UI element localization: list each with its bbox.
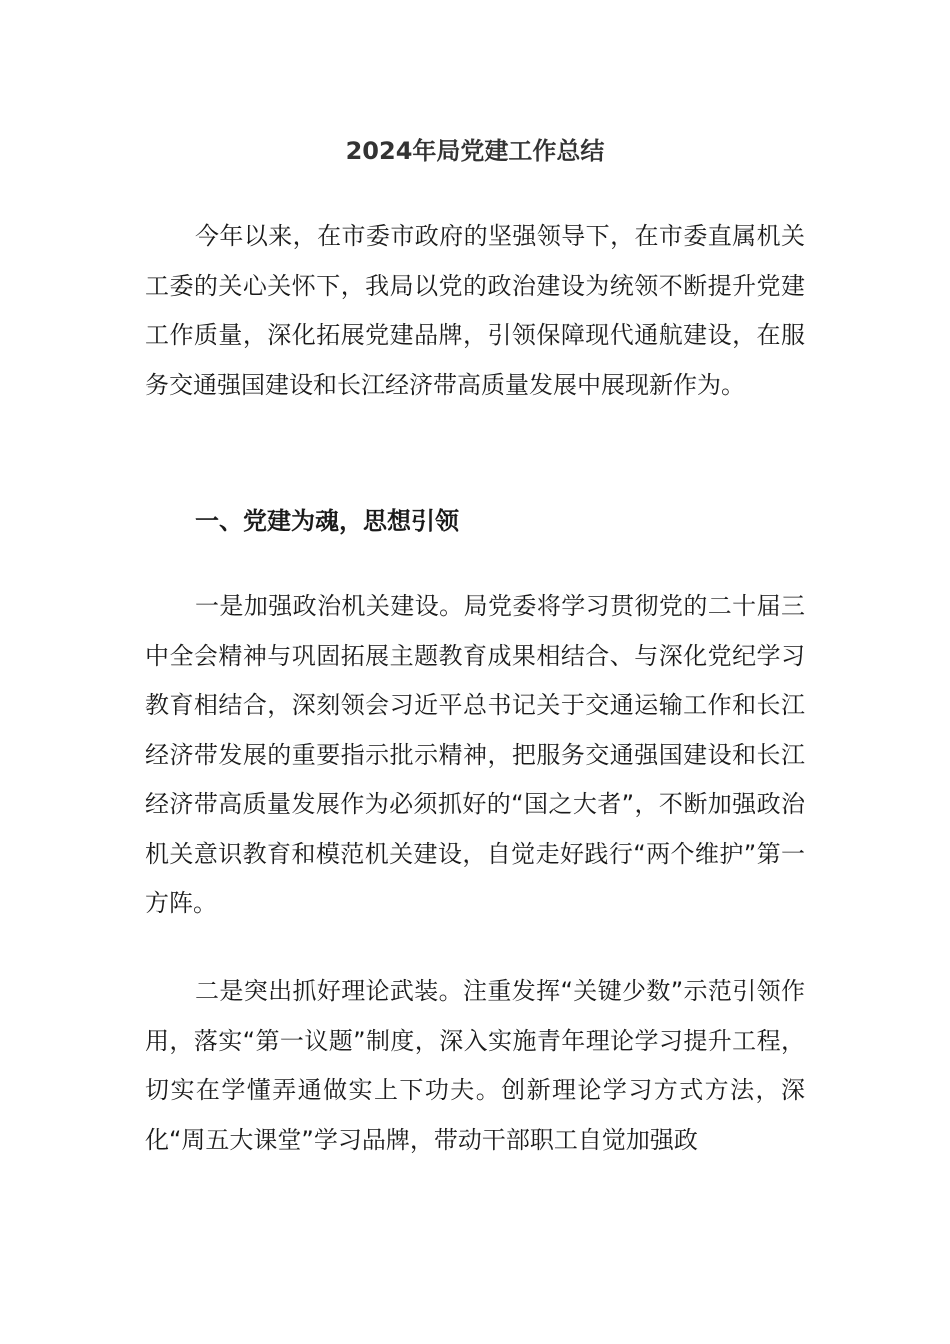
body-paragraph-2: 二是突出抓好理论武装。注重发挥“关键少数”示范引领作用，落实“第一议题”制度，深入实施青年理论学习提升工程，切实在学懂弄通做实上下功夫。创新理论学习方式方法，深化“周五大课堂”学习品牌，带动干部职工自觉加强政 [145, 977, 805, 1154]
section-heading: 一、党建为魂，思想引领 [195, 507, 459, 535]
document-title: 2024年局党建工作总结 [345, 137, 605, 165]
intro-paragraph: 今年以来，在市委市政府的坚强领导下，在市委直属机关工委的关心关怀下，我局以党的政治建设为统领不断提升党建工作质量，深化拓展党建品牌，引领保障现代通航建设，在服务交通强国建设和长江经济带高质量发展中展现新作为。 [145, 222, 805, 399]
body-paragraph-1: 一是加强政治机关建设。局党委将学习贯彻党的二十届三中全会精神与巩固拓展主题教育成果相结合、与深化党纪学习教育相结合，深刻领会习近平总书记关于交通运输工作和长江经济带发展的重要指示批示精神，把服务交通强国建设和长江经济带高质量发展作为必须抓好的“国之大者”，不断加强政治机关意识教育和模范机关建设，自觉走好践行“两个维护”第一方阵。 [145, 592, 805, 917]
